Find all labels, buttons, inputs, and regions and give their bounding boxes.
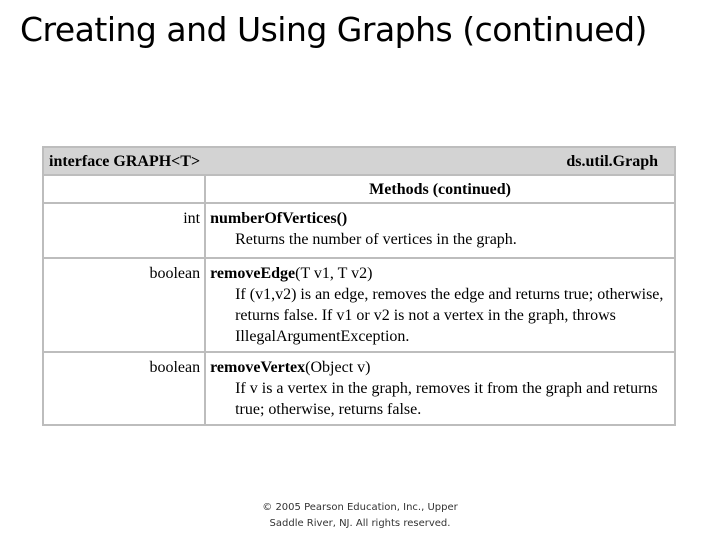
method-signature	[210, 357, 670, 378]
table-header-row	[43, 147, 675, 175]
package-label: ds.util.Graph	[205, 147, 675, 175]
return-type: int	[43, 203, 205, 258]
method-params: (Object v)	[305, 359, 371, 376]
method-name: removeVertex	[210, 359, 306, 376]
return-type: boolean	[43, 352, 205, 425]
method-params: ()	[336, 210, 348, 227]
method-signature	[210, 263, 670, 284]
section-spacer	[43, 175, 205, 203]
method-cell	[205, 258, 675, 352]
method-row	[43, 258, 675, 352]
method-params: (T v1, T v2)	[295, 265, 373, 282]
method-description: Returns the number of vertices in the graph.	[235, 231, 517, 248]
return-type: boolean	[43, 258, 205, 352]
method-description: If v is a vertex in the graph, removes it from the graph and returns true; otherwise, returns false.	[235, 380, 658, 418]
slide-title: Creating and Using Graphs (continued)	[20, 10, 647, 49]
interface-label: interface GRAPH<T>	[43, 147, 205, 175]
method-cell	[205, 203, 675, 258]
method-name: removeEdge	[210, 265, 296, 282]
interface-table	[42, 146, 676, 426]
method-description: If (v1,v2) is an edge, removes the edge and returns true; otherwise, returns false. If v1 or v2 is not a vertex in the graph, throws IllegalArgumentException.	[235, 286, 664, 345]
section-label: Methods (continued)	[205, 175, 675, 203]
method-row	[43, 203, 675, 258]
footer-line-1: © 2005 Pearson Education, Inc., Upper	[262, 502, 458, 513]
method-name: numberOfVertices	[210, 210, 337, 227]
method-row	[43, 352, 675, 425]
footer-line-2: Saddle River, NJ. All rights reserved.	[269, 518, 451, 529]
method-signature	[210, 208, 670, 229]
method-cell	[205, 352, 675, 425]
copyright-footer	[0, 500, 720, 532]
section-row	[43, 175, 675, 203]
